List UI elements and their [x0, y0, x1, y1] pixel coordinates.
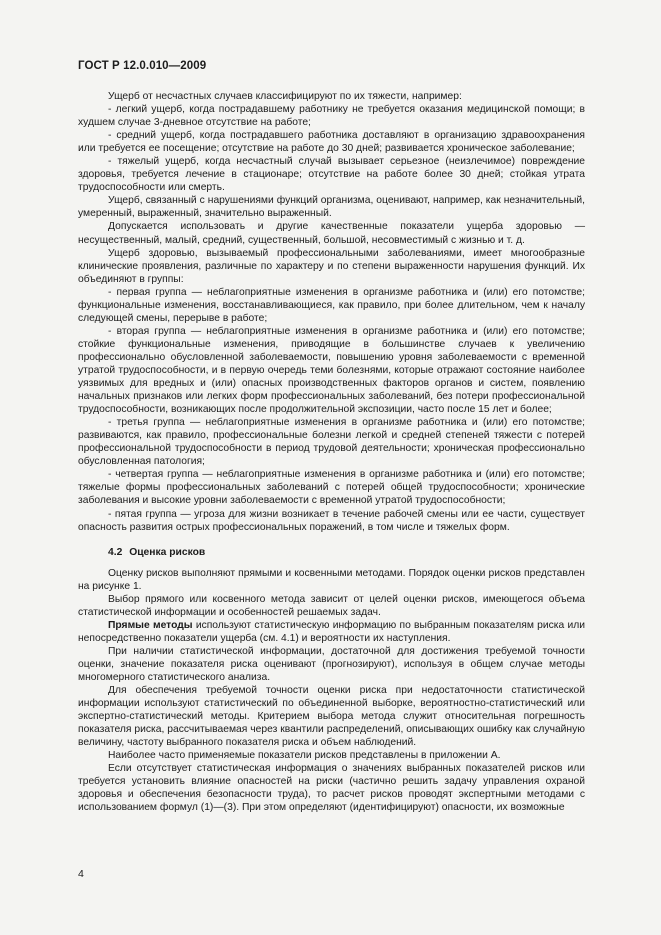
- paragraph-text: используют статистическую информацию по выбранным показателям риска или непосредственно показатели ущерба (см. 4.1) и вероятности их наступления.: [78, 619, 585, 644]
- list-item: - пятая группа — угроза для жизни возникает в течение рабочей смены или ее части, существует опасность развития острых профессиональных поражений, в том числе и тяжелых форм.: [78, 508, 585, 533]
- document-body: [78, 90, 585, 814]
- term-direct-methods: Прямые методы: [108, 619, 193, 631]
- paragraph-direct-methods: [78, 619, 585, 645]
- section-heading: [78, 546, 585, 559]
- paragraph: Наиболее часто применяемые показатели рисков представлены в приложении А.: [108, 750, 501, 762]
- list-item: - первая группа — неблагоприятные изменения в организме работника и (или) его потомстве; функциональные изменения, восстанавливающиеся, как правило, при более длительном, чем к началу следующей смены, перерыве в работе;: [78, 286, 585, 324]
- list-item: - четвертая группа — неблагоприятные изменения в организме работника и (или) его потомстве; тяжелые формы профессиональных заболеваний с потерей общей трудоспособности; хронические заболевания и высокие уровни заболеваемости с временной утратой трудоспособности;: [78, 469, 585, 507]
- section-title: Оценка рисков: [129, 546, 206, 558]
- list-item: - средний ущерб, когда пострадавшего работника доставляют в организацию здравоохранения или требуется ее посещение; отсутствие на работе до 30 дней; развивается хроническое заболевание;: [78, 130, 585, 155]
- list-item: - тяжелый ущерб, когда несчастный случай вызывает серьезное (неизлечимое) повреждение здоровья, требуется лечение в стационаре; отсутствие на работе более 30 дней; стойкая утрата трудоспособности или смерть.: [78, 156, 585, 194]
- paragraph: Ущерб от несчастных случаев классифицируют по их тяжести, например:: [108, 91, 462, 102]
- paragraph: Оценку рисков выполняют прямыми и косвенными методами. Порядок оценки рисков представлен на рисунке 1.: [78, 567, 585, 592]
- list-item: - третья группа — неблагоприятные изменения в организме работника и (или) его потомстве; развиваются, как правило, профессиональные болезни легкой и средней степеней тяжести с потерей профессиональной трудоспособности в период трудовой деятельности; хроническая профессионально обусловленная патология;: [78, 417, 585, 468]
- paragraph: Для обеспечения требуемой точности оценки риска при недостаточности статистической информации используют статистический по объединенной выборке, вероятностно-статистический или экспертно-статистический методы. Критерием выбора метода служит относительная погрешность показателя риска, рассчитываемая через квантили распределений, описывающих ошибку как случайную величину, частоту выбранного показателя риска и объем наблюдений.: [78, 685, 585, 749]
- paragraph: Допускается использовать и другие качественные показатели ущерба здоровью — несущественный, малый, средний, существенный, большой, несовместимый с жизнью и т. д.: [78, 221, 585, 246]
- paragraph: Ущерб здоровью, вызываемый профессиональными заболеваниями, имеет многообразные клинические проявления, различные по характеру и по степени выраженности нарушения функций. Их объединяют в группы:: [78, 247, 585, 285]
- list-item: - легкий ущерб, когда пострадавшему работнику не требуется оказания медицинской помощи; в худшем случае 3-дневное отсутствие на работе;: [78, 104, 585, 129]
- section-number: 4.2: [108, 546, 123, 558]
- page-number: 4: [78, 868, 84, 880]
- paragraph: При наличии статистической информации, достаточной для достижения требуемой точности оценки, значение показателя риска оценивают (прогнозируют), используя в общем случае методы многомерного статистического анализа.: [78, 645, 585, 683]
- paragraph: Если отсутствует статистическая информация о значениях выбранных показателей рисков или требуется установить влияние опасностей на риски (частично решить задачу управления охраной здоровья и обеспечения безопасности труда), то расчет рисков проводят экспертными методами с использованием формул (1)—(3). При этом определяют (идентифицируют) опасности, их возможные: [78, 763, 585, 814]
- document-header: ГОСТ Р 12.0.010—2009: [78, 60, 207, 72]
- list-item: - вторая группа — неблагоприятные изменения в организме работника и (или) его потомстве; стойкие функциональные изменения, приводящие в большинстве случаев к увеличению профессионально обусловленной заболеваемости, повышению уровня заболеваемости с временной утратой трудоспособности, и в первую очередь теми болезнями, которые отражают состояние наиболее уязвимых для вредных и (или) опасных производственных факторов органов и систем, появлению начальных признаков или легких форм профессиональных заболеваний, без потери профессиональной трудоспособности, возникающих после продолжительной экспозиции, часто после 15 лет и более;: [78, 325, 585, 416]
- paragraph: Ущерб, связанный с нарушениями функций организма, оценивают, например, как незначительный, умеренный, выраженный, значительно выраженный.: [78, 195, 585, 220]
- paragraph: Выбор прямого или косвенного метода зависит от целей оценки рисков, имеющегося объема статистической информации и особенностей решаемых задач.: [78, 593, 585, 618]
